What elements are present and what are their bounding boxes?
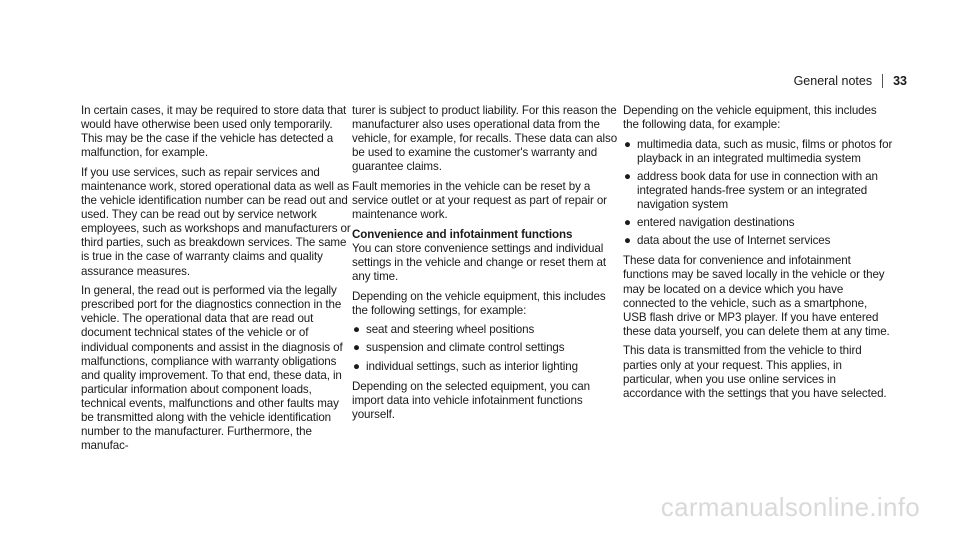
paragraph: If you use services, such as repair services and maintenance work, stored operational data as well as the vehicle identification number can be read out and used. They can be read out by service network employees, such as workshops and manufacturers or third parties, such as breakdown services. The same is true in the case of warranty claims and quality assurance measures. <box>81 165 351 278</box>
list-item: ● entered navigation destinations <box>624 216 795 230</box>
list-item: ● address book data for use in connection with an integrated hands-free system or an integrated navigation system <box>624 169 878 212</box>
paragraph: This data is transmitted from the vehicle to third parties only at your request. This applies, in particular, when you use online services in accordance with the settings that you have selected. <box>623 344 887 400</box>
paragraph: You can store convenience settings and individual settings in the vehicle and change or reset them at any time. <box>352 241 606 284</box>
bullet-icon: ● <box>624 234 631 248</box>
data-list <box>623 138 893 249</box>
page-header <box>794 74 907 88</box>
list-item: ● multimedia data, such as music, films or photos for playback in an integrated multimedia system <box>624 137 893 165</box>
section-heading: Convenience and infotainment functions <box>352 227 573 241</box>
watermark: carmanualsonline.info <box>660 492 920 522</box>
text-column-2 <box>352 104 622 427</box>
paragraph: Depending on the vehicle equipment, this includes the following data, for example: <box>623 104 877 132</box>
bullet-icon: ● <box>353 323 360 337</box>
paragraph: In general, the read out is performed via the legally prescribed port for the diagnostics connection in the vehicle. The operational data that are read out document technical states of the vehicle or of individual components and assist in the diagnosis of malfunctions, compliance with warranty obligations and quality improvement. To that end, these data, in particular information about component loads, technical events, malfunctions and other faults may be transmitted along with the vehicle identification number to the manufacturer. Furthermore, the manufac- <box>81 284 343 453</box>
text-column-1 <box>81 104 351 459</box>
header-divider <box>882 74 883 88</box>
paragraph: Depending on the vehicle equipment, this includes the following settings, for example: <box>352 289 606 317</box>
bullet-icon: ● <box>624 169 631 183</box>
settings-list <box>352 323 622 373</box>
bullet-icon: ● <box>624 216 631 230</box>
text-column-3 <box>623 104 893 406</box>
list-item: ● data about the use of Internet services <box>624 234 831 248</box>
section-title: General notes <box>793 74 873 88</box>
paragraph: Depending on the selected equipment, you can import data into vehicle infotainment functions yourself. <box>352 379 590 421</box>
page-number: 33 <box>893 74 907 88</box>
paragraph: Fault memories in the vehicle can be reset by a service outlet or at your request as part of repair or maintenance work. <box>352 179 607 222</box>
bullet-icon: ● <box>353 359 360 373</box>
paragraph: turer is subject to product liability. For this reason the manufacturer also uses operational data from the vehicle, for example, for recalls. These data can also be used to examine the customer's warranty and guarantee claims. <box>352 104 618 174</box>
bullet-icon: ● <box>353 341 360 355</box>
paragraph: These data for convenience and infotainment functions may be saved locally in the vehicle or they may be located on a device which you have connected to the vehicle, such as a smartphone, USB flash drive or MP3 player. If you have entered these data yourself, you can delete them at any time. <box>623 254 890 338</box>
paragraph: In certain cases, it may be required to store data that would have otherwise been used only temporarily. This may be the case if the vehicle has detected a malfunction, for example. <box>81 104 347 160</box>
list-item: ● individual settings, such as interior lighting <box>353 359 578 373</box>
list-item: ● seat and steering wheel positions <box>353 323 535 337</box>
list-item: ● suspension and climate control settings <box>353 341 565 355</box>
bullet-icon: ● <box>624 137 631 151</box>
